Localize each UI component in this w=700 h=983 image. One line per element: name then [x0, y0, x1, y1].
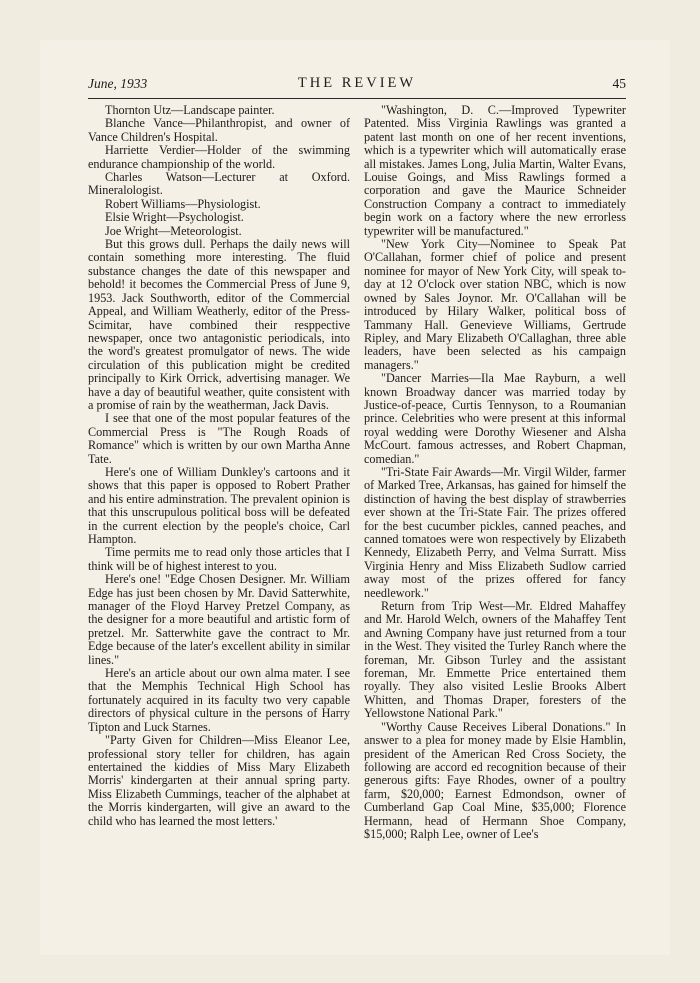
running-header [88, 76, 626, 98]
paragraph: I see that one of the most popular features of the Commercial Press is "The Rough Roads of Romance" which is written by our own Martha Anne Tate. [88, 411, 350, 466]
left-column [88, 104, 350, 864]
paragraph: Here's one of William Dunkley's cartoons and it shows that this paper is opposed to Robert Prather and his entire adminstration. The prevalent opinion is that this unscrupulous political boss will be defeated in the current election by the people's choice, Carl Hampton. [88, 464, 350, 546]
paragraph: Here's one! "Edge Chosen Designer. Mr. William Edge has just been chosen by Mr. David Satterwhite, manager of the Floyd Harvey Pretzel Company, as the designer for a more beautiful and artistic form of pretzel. Mr. Satterwhite gave the contract to Mr. Edge because of the later's excellent ability in similar lines." [88, 572, 350, 667]
right-column [364, 104, 626, 864]
paragraph: "New York City—Nominee to Speak Pat O'Callahan, former chief of police and present nominee for mayor of New York City, will speak to-day at 12 O'clock over station NBC, which is now owned by Sales Joynor. Mr. O'Callahan will be introduced by Hilary Walker, political boss of Tammany Hall. Genevieve Williams, Gertrude Ripley, and Mary Elizabeth O'Callaghan, three able leaders, have been selected as his campaign managers." [364, 237, 626, 372]
publication-title: THE REVIEW [297, 75, 417, 91]
paragraph: Return from Trip West—Mr. Eldred Mahaffey and Mr. Harold Welch, owners of the Mahaffey Tent and Awning Company have just returned from a tour in the West. They visited the Turley Ranch where the foreman, Mr. Gibson Turley and the assistant foreman, Mr. Emmette Price entertained them royally. They also visited Leslie Brooks Albert Whitten, and Thomas Draper, foresters of the Yellowstone National Park." [364, 599, 626, 721]
paragraph: "Tri-State Fair Awards—Mr. Virgil Wilder, farmer of Marked Tree, Arkansas, has gained for himself the distinction of having the best display of strawberries ever shown at the Tri-State Fair. The prizes offered for the best cucumber pickles, canned peaches, and canned tomatoes were won respectively by Elizabeth Kennedy, Elizabeth Perry, and Velma Surratt. Miss Virginia Henry and Miss Elizabeth Sudlow carried away most of the prizes offered for fancy needlework." [364, 464, 626, 600]
paragraph: Robert Williams—Physiologist. [105, 196, 261, 211]
paragraph: Joe Wright—Meteorologist. [105, 223, 242, 238]
header-date: June, 1933 [88, 76, 148, 91]
paragraph: Elsie Wright—Psychologist. [105, 210, 244, 225]
paragraph: Charles Watson—Lecturer at Oxford. Mineralologist. [88, 170, 350, 198]
paragraph: Thornton Utz—Landscape painter. [105, 104, 275, 117]
paragraph: Blanche Vance—Philanthropist, and owner of Vance Children's Hospital. [88, 116, 350, 144]
paragraph: "Washington, D. C.—Improved Typewriter Patented. Miss Virginia Rawlings was granted a patent last month on one of her recent inventions, which is a typewriter which will automatically erase all mistakes. James Long, Julia Martin, Walter Evans, Louise Goings, and Miss Rawlings formed a corporation and gave the Maurice Schneider Construction Company a contract to immediately begin work on a factory where the new errorless typewriter will be manufactured." [364, 104, 626, 238]
page-number: 45 [612, 76, 626, 91]
paragraph: "Worthy Cause Receives Liberal Donations." In answer to a plea for money made by Elsie Hamblin, president of the American Red Cross Society, the following are accord ed recognition because of their generous gifts: Faye Rhodes, owner of a poultry farm, $20,000; Earnest Edmondson, owner of Cumberland Gap Coal Mine, $35,000; Florence Hermann, head of Hermann Shoe Company, $15,000; Ralph Lee, owner of Lee's [364, 719, 626, 841]
paragraph: "Party Given for Children—Miss Eleanor Lee, professional story teller for children, has again entertained the kiddies of Miss Mary Elizabeth Morris' kindergarten at their annual spring party. Miss Elizabeth Cummings, teacher of the alphabet at the Morris kindergarten, will give an award to the child who has learned the most letters.' [88, 733, 350, 828]
paragraph: Time permits me to read only those articles that I think will be of highest interest to you. [88, 545, 350, 573]
paragraph: "Dancer Marries—Ila Mae Rayburn, a well known Broadway dancer was married today by Justice-of-peace, Curtis Tennyson, to a Roumanian prince. Celebrities who were present at this informal royal wedding were Dorothy Wiesener and Alsha McCourt. famous actresses, and Robert Chapman, comedian." [364, 371, 626, 466]
paragraph: But this grows dull. Perhaps the daily news will contain something more interesting. The fluid substance changes the date of this newspaper and behold! it becomes the Commercial Press of June 9, 1953. Jack Southworth, editor of the Commercial Appeal, and William Weatherly, editor of the Press-Scimitar, have combined their resppective newspaper, once two antagonistic periodicals, into the word's greatest promulgator of news. The wide circulation of this publication might be credited principally to Kirk Orrick, advertising manager. We have a day of beautiful weather, quite consistent with a promise of rain by the weatherman, Jack Davis. [88, 237, 350, 412]
paragraph: Here's an article about our own alma mater. I see that the Memphis Technical High School has fortunately acquired in its faculty two very capable directors of physical culture in the persons of Harry Tipton and Luck Starnes. [88, 666, 350, 734]
header-rule [88, 98, 626, 99]
paragraph: Harriette Verdier—Holder of the swimming endurance championship of the world. [88, 143, 350, 171]
